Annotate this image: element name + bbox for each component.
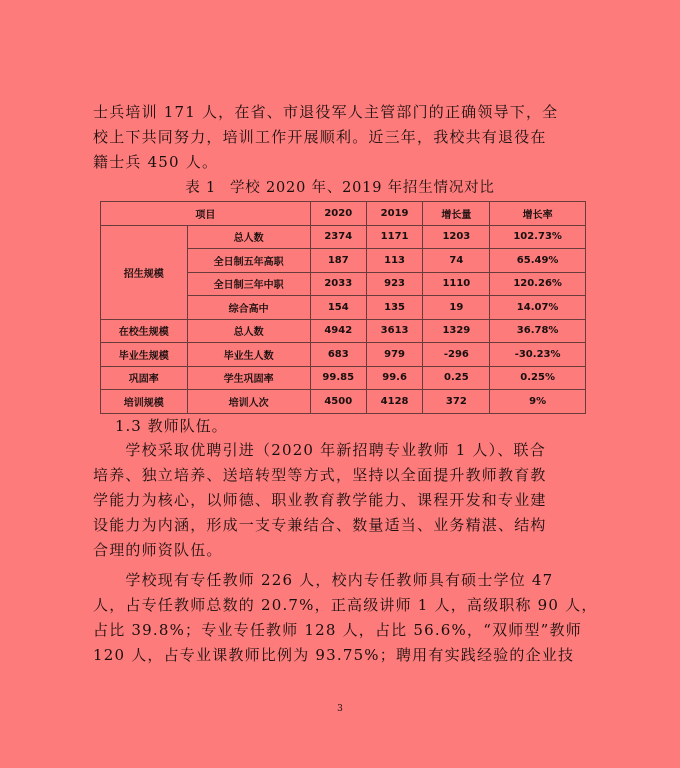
increase-cell: 74 [423, 249, 490, 273]
item-cell: 总人数 [187, 319, 310, 343]
table-caption [0, 176, 680, 197]
text-line: 120 人，占专业课教师比例为 93.75%；聘用有实践经验的企业技 [93, 646, 575, 664]
increase-cell: 1110 [423, 272, 490, 296]
value-2020-cell: 4500 [310, 390, 366, 414]
text-line: 校上下共同努力，培训工作开展顺利。近三年，我校共有退役在 [93, 128, 547, 146]
item-cell: 综合高中 [187, 296, 310, 320]
item-cell: 培训人次 [187, 390, 310, 414]
rate-cell: 65.49% [490, 249, 586, 273]
paragraph-teacher-stats [93, 568, 598, 668]
header-2019: 2019 [366, 202, 423, 226]
category-cell: 招生规模 [101, 225, 188, 319]
value-2020-cell: 683 [310, 343, 366, 367]
item-cell: 全日制三年中职 [187, 272, 310, 296]
table-header-row [101, 202, 586, 226]
increase-cell: 1203 [423, 225, 490, 249]
table-caption-title: 学校 2020 年、2019 年招生情况对比 [230, 180, 495, 196]
item-cell: 全日制五年高职 [187, 249, 310, 273]
item-cell: 毕业生人数 [187, 343, 310, 367]
increase-cell: 0.25 [423, 366, 490, 390]
rate-cell: 120.26% [490, 272, 586, 296]
table-row [101, 225, 586, 249]
table-caption-number: 表 1 [185, 180, 216, 196]
increase-cell: -296 [423, 343, 490, 367]
value-2020-cell: 4942 [310, 319, 366, 343]
text-line: 学校采取优聘引进（2020 年新招聘专业教师 1 人）、联合 [93, 441, 546, 459]
value-2020-cell: 2374 [310, 225, 366, 249]
value-2019-cell: 135 [366, 296, 423, 320]
item-cell: 学生巩固率 [187, 366, 310, 390]
value-2020-cell: 187 [310, 249, 366, 273]
value-2019-cell: 4128 [366, 390, 423, 414]
item-cell: 总人数 [187, 225, 310, 249]
paragraph-veteran-training [93, 100, 593, 175]
value-2019-cell: 99.6 [366, 366, 423, 390]
rate-cell: -30.23% [490, 343, 586, 367]
rate-cell: 102.73% [490, 225, 586, 249]
page-number: 3 [337, 704, 343, 714]
header-item: 项目 [101, 202, 311, 226]
text-line: 占比 39.8%；专业专任教师 128 人，占比 56.6%，“双师型”教师 [93, 621, 582, 639]
text-line: 籍士兵 450 人。 [93, 153, 219, 171]
value-2019-cell: 113 [366, 249, 423, 273]
section-heading: 1.3 教师队伍。 [115, 417, 228, 435]
table-row [101, 343, 586, 367]
text-line: 学能力为核心，以师德、职业教育教学能力、课程开发和专业建 [93, 491, 547, 509]
category-cell: 在校生规模 [101, 319, 188, 343]
value-2019-cell: 3613 [366, 319, 423, 343]
rate-cell: 9% [490, 390, 586, 414]
text-line: 设能力为内涵，形成一支专兼结合、数量适当、业务精湛、结构 [93, 516, 547, 534]
text-line: 士兵培训 171 人，在省、市退役军人主管部门的正确领导下，全 [93, 103, 559, 121]
table-row [101, 366, 586, 390]
value-2020-cell: 99.85 [310, 366, 366, 390]
value-2019-cell: 979 [366, 343, 423, 367]
category-cell: 巩固率 [101, 366, 188, 390]
value-2020-cell: 154 [310, 296, 366, 320]
text-line: 合理的师资队伍。 [93, 541, 223, 559]
category-cell: 培训规模 [101, 390, 188, 414]
increase-cell: 372 [423, 390, 490, 414]
value-2019-cell: 923 [366, 272, 423, 296]
text-line: 培养、独立培养、送培转型等方式，坚持以全面提升教师教育教 [93, 466, 547, 484]
increase-cell: 19 [423, 296, 490, 320]
category-cell: 毕业生规模 [101, 343, 188, 367]
value-2020-cell: 2033 [310, 272, 366, 296]
header-rate: 增长率 [490, 202, 586, 226]
header-increase: 增长量 [423, 202, 490, 226]
rate-cell: 36.78% [490, 319, 586, 343]
table-row [101, 390, 586, 414]
header-2020: 2020 [310, 202, 366, 226]
text-line: 人，占专任教师总数的 20.7%，正高级讲师 1 人，高级职称 90 人， [93, 596, 598, 614]
increase-cell: 1329 [423, 319, 490, 343]
table-row [101, 319, 586, 343]
rate-cell: 0.25% [490, 366, 586, 390]
enrollment-comparison-table [100, 201, 586, 414]
value-2019-cell: 1171 [366, 225, 423, 249]
text-line: 学校现有专任教师 226 人，校内专任教师具有硕士学位 47 [93, 571, 554, 589]
rate-cell: 14.07% [490, 296, 586, 320]
paragraph-teacher-team [93, 438, 593, 563]
